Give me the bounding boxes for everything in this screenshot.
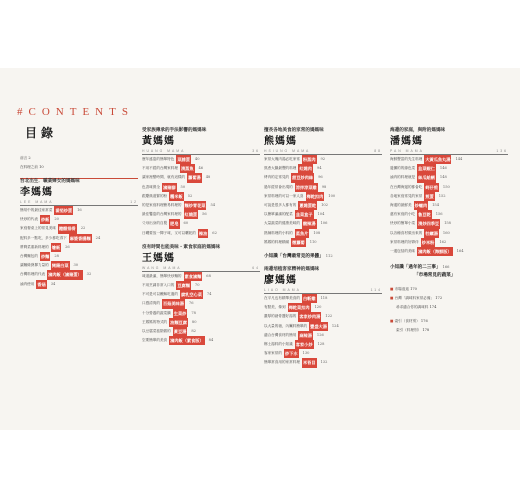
page-number: 106 (320, 221, 328, 226)
entry-desc: 家常料理的可以一家人喜 (264, 193, 304, 198)
toc-entry[interactable] (390, 173, 508, 182)
page-number: 148 (439, 175, 447, 180)
section-subtitle: 擅長各地美食的家常的媽媽味 (264, 128, 324, 133)
section-name[interactable]: 王媽媽 (142, 252, 175, 264)
toc-entry[interactable] (142, 290, 260, 299)
page-number: 74 (206, 292, 212, 297)
column-3 (264, 128, 382, 375)
toc-entry[interactable] (264, 164, 382, 173)
toc-entry[interactable] (20, 243, 138, 252)
toc-entry[interactable] (390, 155, 508, 164)
recipe-title: 客家小炒 (295, 340, 314, 349)
toc-entry[interactable] (142, 155, 260, 164)
section-hsiung (264, 128, 382, 247)
recipe-title: 粉蒸肉 (302, 155, 317, 164)
page-number: 24 (95, 235, 101, 240)
page-number: 28 (54, 253, 59, 258)
section-roman: WANG MAMA 64 (142, 265, 260, 270)
recipe-title: 油麵豆腐 (169, 318, 188, 327)
entry-desc: 日曬要放一陣子味，又可以曬乾的 (142, 230, 196, 235)
entry-desc: 台灣麵包的 (20, 253, 38, 258)
entry-desc: 在台灣海邊的都會吃 (390, 184, 423, 189)
recipe-title: 豆腐麵 (176, 281, 191, 290)
recipe-title: 炒飯 (40, 215, 50, 224)
recipe-title: 百菇美味湯 (162, 299, 185, 308)
page-number: 22 (80, 226, 86, 231)
page-number: 94 (316, 166, 322, 171)
page-number: 162 (439, 239, 447, 244)
tip-entry[interactable]: 小知識「過年的二三事」 166 (390, 265, 450, 271)
section-liao (264, 267, 382, 368)
section-roman: HSIUNG MAMA 88 (264, 148, 382, 153)
toc-entry[interactable]: 索引（料理別） 178 (396, 328, 430, 333)
page-number: 118 (320, 295, 328, 300)
page-number: 78 (191, 310, 196, 315)
page-number: 68 (206, 273, 211, 278)
entry-desc: 以簡單滿滿的配菜 (264, 212, 293, 217)
page-number: 158 (444, 221, 451, 226)
page-number: 46 (198, 166, 204, 171)
page-number: 30 (73, 263, 79, 268)
recipe-title: 炒螺肉 (414, 201, 429, 210)
toc-entry[interactable] (264, 358, 382, 367)
entry-desc: 味道最滿，簡單快炒麵的 (142, 273, 182, 278)
toc-entry[interactable] (264, 201, 382, 210)
recipe-title: 麻辣湯 (298, 331, 313, 340)
entry-desc: 以各種食材做出來的 (390, 230, 423, 235)
hash-mark: # (17, 106, 23, 118)
toc-entry[interactable] (390, 219, 508, 228)
page-number: 110 (309, 239, 317, 244)
recipe-title: 清蒸魚 (180, 164, 195, 173)
toc-entry[interactable] (264, 238, 382, 247)
entry-desc: 色香味俱全 (142, 184, 160, 189)
toc-entry[interactable] (142, 281, 260, 290)
toc-entry[interactable] (264, 294, 382, 303)
toc-entry[interactable]: 尋求適合你的調味料 174 (396, 305, 437, 310)
recipe-title: 生菜炒 (173, 309, 188, 318)
page-number: 70 (194, 282, 200, 287)
page-number: 80 (191, 319, 197, 324)
page-number: 122 (325, 314, 333, 319)
entry-desc: 的是家庭料理簡易料理的 (142, 202, 182, 207)
entry-desc: 簡單常食用的家常料理 (264, 360, 300, 365)
tip-entry[interactable]: 小知識「台灣最常見的果醬」 112 (264, 254, 333, 259)
page-number: 92 (320, 156, 326, 161)
section-name[interactable]: 熊媽媽 (264, 135, 297, 147)
toc-entry[interactable] (142, 164, 260, 173)
entry-desc: 鄉土湯料的小知識 (264, 341, 293, 346)
page-number: 126 (316, 332, 324, 337)
recipe-title: 紅燒蛋 (184, 210, 199, 219)
recipe-title: 蚵仔煎 (424, 183, 439, 192)
page-number: 60 (183, 221, 189, 226)
recipe-title: 滷肉飯（海鮮版） (417, 247, 453, 256)
entry-desc: 有點美，像到 (264, 305, 286, 310)
column-2 (142, 128, 260, 352)
toc-title: 目錄 (25, 126, 58, 140)
toc-entry[interactable] (390, 238, 508, 247)
recipe-title: 米苔目 (302, 358, 317, 367)
entry-desc: 王媽媽的特式的 (142, 319, 168, 324)
toc-entry[interactable] (20, 215, 138, 224)
section-lee (20, 179, 138, 289)
entry-desc: 口感清爽的 (142, 301, 160, 306)
recipe-title: 炒麵 (40, 252, 50, 261)
recipe-title: 香菇 (36, 280, 46, 289)
entry-desc: 歷年盛宴的簡單特色 (142, 156, 175, 161)
toc-entry[interactable] (390, 192, 508, 201)
page-number: 98 (321, 184, 327, 189)
section-roman: PAN MAMA 136 (390, 148, 508, 153)
page-number: 82 (191, 328, 196, 333)
section-name[interactable]: 潘媽媽 (390, 135, 423, 147)
entry-desc: 客家家常的 (264, 351, 282, 356)
section-roman: LEE MAMA 12 (20, 199, 138, 204)
page-number: 16 (77, 207, 82, 212)
toc-entry[interactable] (142, 192, 260, 201)
entry-desc: 跟慶典道緊的粉 (142, 193, 168, 198)
recipe-title: 韭菜蝦仁 (417, 164, 436, 173)
toc-entry[interactable] (142, 219, 260, 228)
recipe-title: 燴飯 (51, 243, 61, 252)
page-number: 146 (439, 166, 447, 171)
toc-entry[interactable] (264, 173, 382, 182)
toc-entry[interactable] (264, 229, 382, 238)
toc-entry[interactable] (142, 272, 260, 281)
entry-desc: 以豆腐菜菇類做的 (142, 328, 171, 333)
column-1 (20, 154, 138, 296)
entry-desc: 快炒的代表 (20, 217, 38, 222)
recipe-title: 紅燒肉 (298, 164, 313, 173)
page-number: 120 (314, 305, 322, 310)
section-roman: HUANG MAMA 36 (142, 148, 260, 153)
recipe-title: 素食滷麵 (184, 272, 203, 281)
entry-desc: 還有家庭的小吃 (390, 212, 416, 217)
entry-desc: 不可是可以瞭解吃過的 (142, 292, 178, 297)
entry-desc: 媽媽的料理精緻 (264, 239, 290, 244)
recipe-title: 麵炒青花菜 (184, 201, 207, 210)
recipe-title: 炒下水 (284, 349, 299, 358)
entry-desc: 濃厚的豬骨醬好湯的 (264, 314, 297, 319)
toc-entry[interactable]: ■ 市場逛逛 170 (390, 287, 417, 292)
page-number: 62 (212, 230, 217, 235)
toc-entry[interactable] (264, 322, 382, 331)
page-number: 26 (65, 244, 70, 249)
section-subtitle: 兩邊培植客家精神的媽媽味 (264, 267, 320, 272)
recipe-title: 蒸魚片 (295, 229, 310, 238)
page-number: 102 (321, 202, 328, 207)
entry-desc: 快炒的簡單小菜 (390, 221, 416, 226)
page-number: 20 (54, 217, 59, 222)
entry-desc: 熬煮大鍋最豐的料理 (264, 166, 297, 171)
entry-desc: 讓家裡變時間，就有這樣的 (142, 175, 186, 180)
page-number: 32 (86, 272, 92, 277)
recipe-title: 豐盛大湯 (309, 322, 328, 331)
entry-desc: 最佳饗宴的台灣家料理的 (142, 212, 182, 217)
section-wang (142, 245, 260, 346)
entry-desc: 在平凡也有精華美食的 (264, 295, 300, 300)
recipe-title: 牡蠣湯 (424, 229, 439, 238)
page-number: 56 (202, 212, 207, 217)
toc-entry[interactable] (264, 349, 382, 358)
recipe-title: 絲瓜蛤蜊 (417, 173, 436, 182)
section-roman: LIAO MAMA 114 (264, 287, 382, 292)
toc-entry[interactable]: 前言 2 (20, 156, 31, 160)
contents-heading (17, 106, 134, 118)
page-number: 40 (194, 156, 200, 161)
page-number: 50 (180, 184, 186, 189)
toc-entry[interactable] (264, 303, 382, 312)
recipe-title: 客家炒肉湯 (298, 312, 321, 321)
toc-entry[interactable] (264, 331, 382, 340)
toc-entry[interactable] (264, 219, 382, 228)
toc-entry[interactable] (264, 210, 382, 219)
entry-desc: 不用不經的台灣家料理 (142, 166, 178, 171)
entry-desc: 父母出身的自製 (142, 221, 168, 226)
entry-desc: 家庭餐桌上的常見美味 (20, 226, 56, 231)
toc-entry[interactable] (142, 173, 260, 182)
toc-entry[interactable] (264, 312, 382, 321)
toc-entry[interactable] (264, 192, 382, 201)
recipe-title: 白斬雞 (302, 294, 317, 303)
entry-desc: 滷肉使用 (20, 281, 35, 286)
toc-entry[interactable] (390, 164, 508, 173)
entry-desc: 讓麵條發揮力量的 (20, 263, 49, 268)
column-4 (390, 128, 508, 335)
section-pan (390, 128, 508, 256)
recipe-title: 涼拌涼菜雞 (295, 183, 318, 192)
toc-entry[interactable] (142, 327, 260, 336)
recipe-title: 滷肉飯（素食版） (169, 336, 205, 345)
entry-desc: 將剩菜重新料理的 (20, 244, 49, 249)
page-number: 48 (205, 175, 211, 180)
entry-desc: 熱辣料理的小料的 (264, 230, 293, 235)
toc-entry[interactable] (142, 336, 260, 345)
toc-entry[interactable] (142, 299, 260, 308)
entry-desc: 一邊包括的美味 (390, 249, 416, 253)
page-number: 130 (302, 351, 310, 356)
entry-desc: 台灣料理的代表 (20, 272, 46, 277)
recipe-title: 滷豬腳 (162, 183, 177, 192)
recipe-title: 糯米飯 (169, 192, 184, 201)
recipe-title: 糖醋排骨 (58, 224, 77, 233)
recipe-title: 煎蛋 (424, 192, 434, 201)
toc-entry[interactable] (142, 318, 260, 327)
recipe-title: 魯豆乾 (417, 210, 432, 219)
extras-list (390, 285, 508, 312)
page-number: 164 (456, 249, 464, 253)
entry-desc: 各地家庭常見的家常 (390, 193, 423, 198)
page-number: 96 (318, 175, 323, 180)
recipe-title: 菜脯蛋 (176, 155, 191, 164)
page-number: 144 (455, 156, 463, 161)
page-number: 150 (442, 184, 450, 189)
page-number: 156 (435, 212, 443, 217)
section-name[interactable]: 黃媽媽 (142, 135, 175, 147)
contents-label: CONTENTS (28, 106, 134, 118)
toc-entry[interactable] (390, 210, 508, 219)
entry-desc: 十分營養的蔬菜鍋 (142, 310, 171, 315)
page-number: 152 (438, 193, 446, 198)
recipe-title: 蔥燒蛋乾 (298, 201, 317, 210)
entry-desc: 可說是很多人都有的 (264, 202, 297, 207)
entry-desc: 配料多一點吃，多少都吃得下 (20, 235, 67, 240)
entry-desc: 滷肉的料理就是 (390, 175, 416, 180)
section-subtitle: 台北出生．職業婦女的媽媽味 (20, 179, 80, 184)
page-number: 52 (187, 193, 193, 198)
page-number: 108 (313, 230, 321, 235)
toc-entry[interactable] (20, 206, 138, 215)
entry-desc: 空要簡單的美食 (142, 338, 168, 343)
toc-entry[interactable] (142, 183, 260, 192)
entry-desc: 不用烹調非常入口的 (142, 282, 175, 287)
recipe-title: 黃豆湯 (173, 327, 188, 336)
toc-entry[interactable]: ■ 索引（食材別） 176 (390, 319, 428, 324)
recipe-title: 韭菜盒子 (295, 210, 314, 219)
page-number: 124 (331, 323, 339, 328)
entry-desc: 烤肉的定常見的 (264, 175, 290, 180)
toc-entry[interactable] (264, 340, 382, 349)
tip-entry[interactable]: 「市場常見的蔬菜」 (414, 273, 456, 279)
entry-desc: 海邊的最鮮美 (390, 202, 412, 207)
recipe-title: 辣油 (198, 229, 208, 238)
page-number: 76 (188, 301, 194, 306)
page-number: 160 (442, 230, 450, 235)
entry-desc: 以大量的豬，內臟料簡單的 (264, 323, 308, 328)
recipe-title: 炒米粉 (421, 238, 436, 247)
page-number: 128 (317, 341, 325, 346)
toc-entry[interactable] (390, 229, 508, 238)
page-number: 34 (50, 281, 56, 286)
section-name[interactable]: 廖媽媽 (264, 274, 297, 286)
recipe-title: 蘿蔔湯 (187, 173, 202, 182)
section-name[interactable]: 李媽媽 (20, 186, 53, 198)
recipe-title: 滷肉飯（滷豬蛋） (47, 270, 83, 279)
page-number: 104 (317, 212, 325, 217)
appendix-list (390, 317, 508, 335)
section-subtitle: 受家族傳承的手法影響的媽媽味 (142, 128, 207, 133)
toc-entry[interactable] (390, 183, 508, 192)
section-huang (142, 128, 260, 238)
toc-entry[interactable] (142, 309, 260, 318)
recipe-title: 梅乾扣肉 (306, 192, 325, 201)
entry-desc: 過年經常會出現的 (264, 184, 293, 189)
section-subtitle: 海邊的家庭，與附的媽媽味 (390, 128, 446, 133)
entry-desc: 家常料理的好夥伴 (390, 239, 419, 244)
page-number: 100 (328, 193, 336, 198)
toc-entry[interactable] (20, 252, 138, 261)
entry-desc: 邊灘的的綠色菜 (390, 166, 416, 171)
recipe-title: 清炒四季豆 (417, 219, 440, 228)
toc-entry[interactable] (390, 201, 508, 210)
recipe-title: 麻婆香腸麵 (69, 234, 92, 243)
toc-entry[interactable]: 在料理之前 10 (20, 165, 44, 169)
section-subtitle: 沒有時間也能美味・素食家庭的媽媽味 (142, 244, 221, 250)
toc-entry[interactable] (142, 210, 260, 219)
toc-entry[interactable] (20, 280, 138, 289)
toc-entry[interactable]: ■ 台灣「調味料家常必備」 172 (390, 296, 443, 301)
entry-desc: 適合台灣食材的簡易 (264, 332, 297, 337)
page-number: 154 (432, 202, 439, 207)
page-number: 132 (320, 360, 328, 365)
entry-desc: 大量蔬菜的健康美味的 (264, 221, 300, 226)
toc-entry[interactable] (264, 155, 382, 164)
recipe-title: 肥皂 (169, 219, 179, 228)
toc-entry[interactable] (20, 261, 138, 270)
recipe-title: 甜豆炒肉絲 (291, 173, 314, 182)
toc-entry[interactable] (142, 229, 260, 238)
recipe-title: 大黃瓜魚丸湯 (424, 155, 451, 164)
toc-entry[interactable] (20, 234, 138, 243)
toc-entry[interactable] (20, 224, 138, 233)
recipe-title: 番茄炒蛋 (54, 206, 73, 215)
recipe-title: 腐乳空心菜 (180, 290, 203, 299)
page-number: 84 (208, 338, 214, 343)
recipe-title: 梅乾菜扣肉 (288, 303, 311, 312)
pre-list (20, 154, 138, 172)
toc-entry[interactable] (20, 270, 138, 279)
recipe-title: 燉蘿蔔 (291, 238, 306, 247)
recipe-title: 開陽白菜 (51, 261, 70, 270)
toc-entry[interactable] (142, 201, 260, 210)
entry-desc: 家常大塊肉湯必吃家常 (264, 156, 300, 161)
entry-desc: 簡易中的最佳家常菜 (20, 207, 53, 212)
toc-entry[interactable] (264, 183, 382, 192)
page-number: 54 (210, 202, 216, 207)
toc-entry[interactable] (390, 247, 508, 256)
recipe-title: 酸辣湯 (302, 219, 317, 228)
entry-desc: 海鮮豐富的先生料理 (390, 156, 423, 161)
